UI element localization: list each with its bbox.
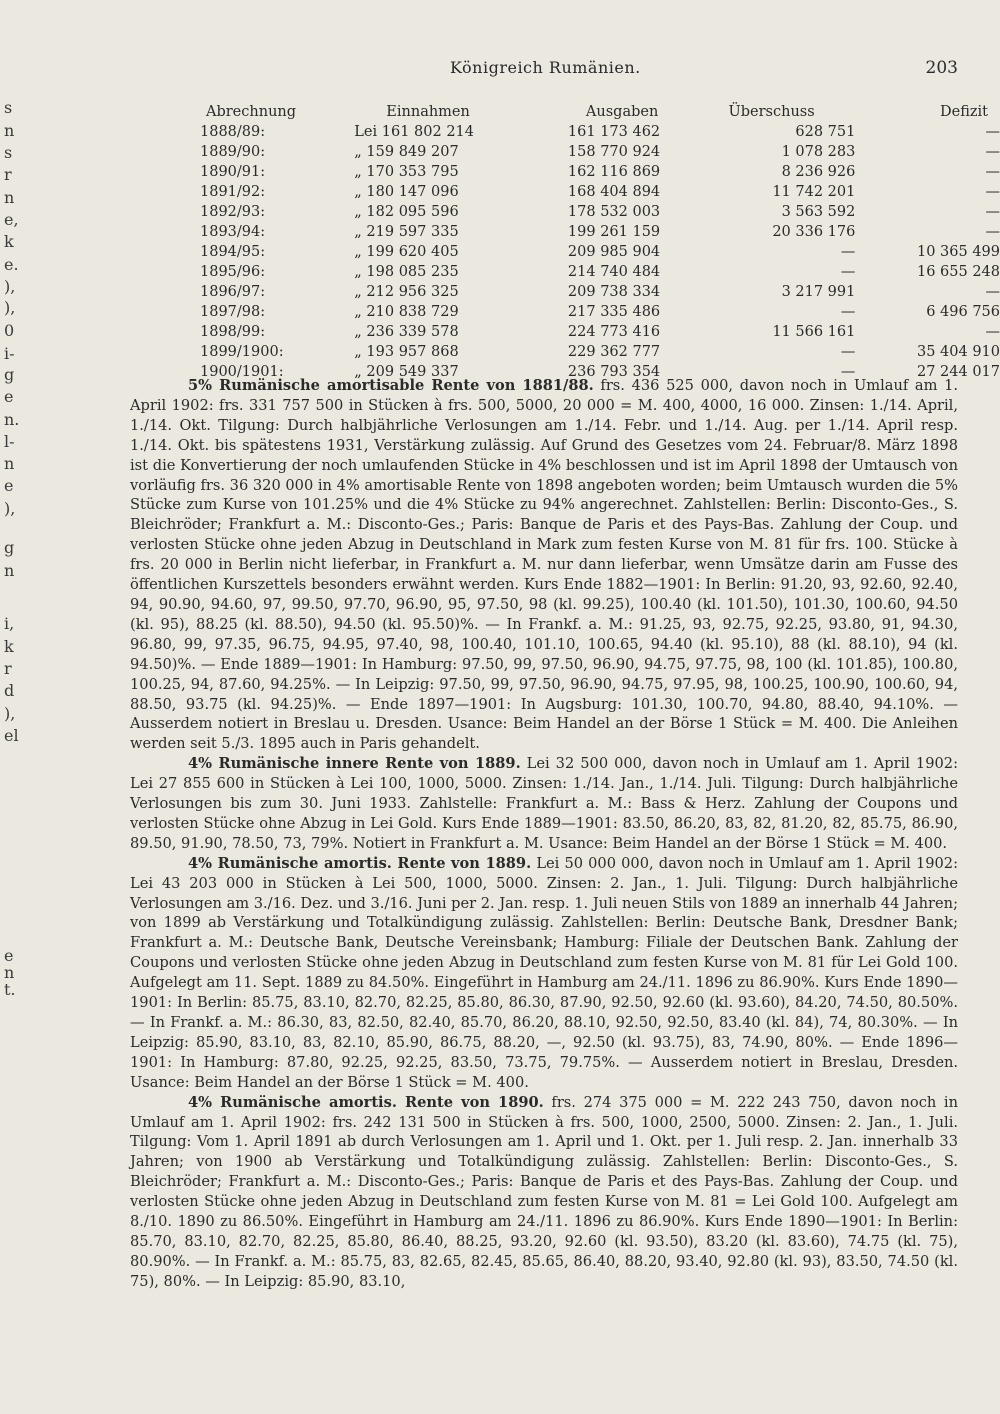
cell-einnahmen: „ 182 095 596 [354,204,459,221]
cell-abrechnung: 1897/98: [200,304,266,321]
table-row [190,343,1000,363]
cell-defizit: 27 244 017 [916,364,1000,381]
section-title: 4% Rumänische amortis. Rente von 1890. [188,1093,544,1111]
cell-abrechnung: 1894/95: [200,244,266,261]
margin-fragment: n [4,121,15,140]
cell-ueberschuss: 3 217 991 [781,284,856,301]
budget-table [190,102,1000,383]
table-row [190,183,1000,203]
column-header-ausgaben: Ausgaben [585,103,659,120]
margin-fragment: n. [4,410,20,429]
cell-ausgaben: 229 362 777 [567,344,661,361]
cell-defizit: — [985,124,1000,141]
margin-fragment: e [4,387,14,406]
cell-einnahmen: „ 210 838 729 [354,304,459,321]
cell-abrechnung: 1895/96: [200,264,266,281]
table-header-row [190,102,1000,123]
margin-fragment: k [4,637,14,656]
section-text: Lei 32 500 000, davon noch in Umlauf am 1. April 1902: Lei 27 855 600 in Stücken à Lei 100, 1000, 5000. Zinsen: 1./14. Jan., 1./14. Juli. Tilgung: Durch halbjährliche Verlosungen bis zum 30. Juni 1933. Zahlstelle: Frankfurt a. M.: Bass & Herz. Zahlung der Coupons und verlosten Stücke ohne Abzug in Lei Gold. Kurs Ende 1889—1901: 83.50, 86.20, 83, 82, 81.20, 82, 85.75, 86.90, 89.50, 91.90, 78.50, 73, 79%. Notiert in Frankfurt a. M. Usance: Beim Handel an der Börse 1 Stück = M. 400. [130,755,958,852]
margin-fragment: n [4,963,15,982]
margin-fragment: i- [4,344,15,363]
cell-defizit: 10 365 499 [916,244,1000,261]
cell-einnahmen: Lei 161 802 214 [354,124,474,141]
cell-defizit: — [985,164,1000,181]
table-row [190,283,1000,303]
cell-abrechnung: 1898/99: [200,324,266,341]
margin-fragment: g [4,365,15,384]
margin-fragment: n [4,561,15,580]
page-number: 203 [925,58,958,78]
margin-fragment: n [4,188,15,207]
cell-ausgaben: 214 740 484 [567,264,661,281]
table-row [190,263,1000,283]
table-row [190,323,1000,343]
cell-ausgaben: 209 985 904 [567,244,661,261]
cell-ueberschuss: — [840,344,856,361]
cell-einnahmen: „ 198 085 235 [354,264,459,281]
column-header-einnahmen: Einnahmen [386,103,470,120]
cell-abrechnung: 1899/1900: [200,344,284,361]
margin-fragment: r [4,165,12,184]
cell-ueberschuss: — [840,244,856,261]
cell-ueberschuss: 20 336 176 [772,224,856,241]
table-row [190,123,1000,143]
cell-einnahmen: „ 209 549 337 [354,364,459,381]
cell-defizit: 16 655 248 [916,264,1000,281]
margin-fragment: e, [4,210,19,229]
margin-fragment: el [4,726,19,745]
cell-abrechnung: 1891/92: [200,184,266,201]
cell-ausgaben: 162 116 869 [567,164,661,181]
cell-defizit: — [985,284,1000,301]
cell-abrechnung: 1900/1901: [200,364,284,381]
cell-einnahmen: „ 212 956 325 [354,284,459,301]
section-text: frs. 274 375 000 = M. 222 243 750, davon noch in Umlauf am 1. April 1902: frs. 242 131 500 in Stücken à frs. 500, 1000, 2500, 5000. Zinsen: 2. Jan., 1. Juli. Tilgung: Vom 1. April 1891 ab durch Verlosungen am 1. April und 1. Okt. per 1. Juli resp. 2. Jan. innerhalb 33 Jahren; von 1900 ab Verstärkung und Totalkündigung zulässig. Zahlstellen: Berlin: Disconto-Ges., S. Bleichröder; Frankfurt a. M.: Disconto-Ges.; Paris: Banque de Paris et des Pays-Bas. Zahlung der Coup. und verlosten Stücke ohne jeden Abzug in Deutschland zum festen Kurse von M. 81 = Lei Gold 100. Aufgelegt am 8./10. 1890 zu 86.50%. Eingeführt in Hamburg am 24./11. 1896 zu 86.90%. Kurs Ende 1890—1901: In Berlin: 85.70, 83.10, 82.70, 82.25, 85.80, 86.40, 88.25, 93.20, 92.60 (kl. 93.50), 83.20 (kl. 83.60), 74.75 (kl. 75), 80.90%. — In Frankf. a. M.: 85.75, 83, 82.65, 82.45, 85.65, 86.40, 88.20, 93.40, 92.80 (kl. 93), 83.50, 74.50 (kl. 75), 80%. — In Leipzig: 85.90, 83.10, [130,1093,958,1290]
margin-fragment: ), [4,704,16,723]
cell-ueberschuss: 3 563 592 [781,204,856,221]
cell-ausgaben: 178 532 003 [567,204,661,221]
margin-fragment: g [4,538,15,557]
margin-fragment: d [4,681,15,700]
cell-ausgaben: 236 793 354 [567,364,661,381]
cell-defizit: 35 404 910 [916,344,1000,361]
cell-abrechnung: 1889/90: [200,144,266,161]
cell-ueberschuss: — [840,304,856,321]
column-header-defizit: Defizit [940,103,988,120]
cell-ausgaben: 224 773 416 [567,324,661,341]
cell-ueberschuss: 628 751 [795,124,856,141]
cell-abrechnung: 1893/94: [200,224,266,241]
margin-fragment: i, [4,614,15,633]
body-text [130,376,958,1292]
cell-abrechnung: 1888/89: [200,124,266,141]
cell-ueberschuss: — [840,364,856,381]
cell-ausgaben: 209 738 334 [567,284,661,301]
cell-einnahmen: „ 170 353 795 [354,164,459,181]
section-rente-1881 [130,376,958,754]
cell-einnahmen: „ 159 849 207 [354,144,459,161]
section-text: frs. 436 525 000, davon noch in Umlauf am 1. April 1902: frs. 331 757 500 in Stücken à frs. 500, 5000, 20 000 = M. 400, 4000, 16 000. Zinsen: 1./14. April, 1./14. Okt. Tilgung: Durch halbjährliche Verlosungen am 1./14. Febr. und 1./14. Aug. per 1./14. April resp. 1./14. Okt. bis spätestens 1931, Verstärkung zulässig. Auf Grund des Gesetzes vom 24. Februar/8. März 1898 ist die Konvertierung der noch umlaufenden Stücke in 4% beschlossen und ist im April 1898 der Umtausch von vorläufig frs. 36 320 000 in 4% amortisable Rente von 1898 angeboten worden; beim Umtausch wurden die 5% Stücke zum Kurse von 101.25% und die 4% Stücke zu 94% angerechnet. Zahlstellen: Berlin: Disconto-Ges., S. Bleichröder; Frankfurt a. M.: Disconto-Ges.; Paris: Banque de Paris et des Pays-Bas. Zahlung der Coup. und verlosten Stücke ohne jeden Abzug in Deutschland in Mark zum festen Kurse von M. 81 für frs. 100. Stücke à frs. 20 000 in Berlin nicht lieferbar, in Frankfurt a. M. nur dann lieferbar, wenn Umsätze darin am Fusse des öffentlichen Kurszettels besonders erwähnt werden. Kurs Ende 1882—1901: In Berlin: 91.20, 93, 92.60, 92.40, 94, 90.90, 94.60, 97, 99.50, 97.70, 96.90, 95, 97.50, 98 (kl. 99.25), 100.40 (kl. 101.50), 101.30, 100.60, 94.50 (kl. 95), 88.25 (kl. 88.50), 94.50 (kl. 95.50)%. — In Frankf. a. M.: 91.25, 93, 92.75, 92.25, 93.80, 91, 94.30, 96.80, 99, 97.35, 96.75, 94.95, 97.40, 98, 100.40, 101.10, 100.65, 94.40 (kl. 95.10), 88 (kl. 88.10), 94 (kl. 94.50)%. — Ende 1889—1901: In Hamburg: 97.50, 99, 97.50, 96.90, 94.75, 97.75, 98, 100 (kl. 101.85), 100.80, 100.25, 94, 87.60, 94.25%. — In Leipzig: 97.50, 99, 97.50, 96.90, 94.75, 97.95, 98, 100.25, 100.90, 100.60, 94, 88.50, 93.75 (kl. 94.25)%. — Ende 1897—1901: In Augsburg: 101.30, 100.70, 94.80, 88.40, 94.10%. — Ausserdem notiert in Breslau u. Dresden. Usance: Beim Handel an der Börse 1 Stück = M. 400. Die Anleihen werden seit 5./3. 1895 auch in Paris gehandelt. [130,377,959,753]
left-margin-bleed-text [0,0,24,1414]
table-row [190,303,1000,323]
section-title: 4% Rumänische amortis. Rente von 1889. [188,854,532,872]
column-header-abrechnung: Abrechnung [206,103,297,120]
margin-fragment: s [4,98,13,117]
cell-abrechnung: 1896/97: [200,284,266,301]
table-row [190,203,1000,223]
page-header [130,58,960,86]
cell-ueberschuss: 1 078 283 [781,144,856,161]
cell-einnahmen: „ 180 147 096 [354,184,459,201]
cell-defizit: — [985,224,1000,241]
cell-einnahmen: „ 199 620 405 [354,244,459,261]
cell-ueberschuss: 8 236 926 [781,164,856,181]
margin-fragment: e [4,946,14,965]
cell-defizit: — [985,204,1000,221]
margin-fragment: n [4,454,15,473]
cell-defizit: — [985,324,1000,341]
column-header-ueberschuss: Überschuss [728,103,815,120]
running-title: Königreich Rumänien. [450,58,641,77]
margin-fragment: ), [4,277,16,296]
section-amortis-rente-1890 [130,1093,958,1292]
margin-fragment: ), [4,499,16,518]
cell-defizit: — [985,184,1000,201]
table-row [190,243,1000,263]
section-title: 4% Rumänische innere Rente von 1889. [188,755,521,773]
margin-fragment: e. [4,255,19,274]
section-title: 5% Rumänische amortisable Rente von 1881/88. [188,377,594,394]
cell-ausgaben: 161 173 462 [567,124,661,141]
table-row [190,143,1000,163]
margin-fragment: ), [4,298,16,317]
margin-fragment: e [4,476,14,495]
cell-ausgaben: 168 404 894 [567,184,661,201]
margin-fragment: k [4,232,14,251]
cell-einnahmen: „ 236 339 578 [354,324,459,341]
table-row [190,163,1000,183]
section-amortis-rente-1889 [130,854,958,1093]
cell-einnahmen: „ 193 957 868 [354,344,459,361]
cell-einnahmen: „ 219 597 335 [354,224,459,241]
margin-fragment: s [4,143,13,162]
cell-defizit: — [985,144,1000,161]
margin-fragment: l- [4,432,15,451]
margin-fragment: 0 [4,321,15,340]
cell-ueberschuss: 11 566 161 [772,324,856,341]
cell-defizit: 6 496 756 [926,304,1000,321]
cell-abrechnung: 1892/93: [200,204,266,221]
margin-fragment: r [4,659,12,678]
cell-ausgaben: 217 335 486 [567,304,661,321]
cell-ueberschuss: — [840,264,856,281]
margin-fragment: t. [4,980,16,999]
cell-ueberschuss: 11 742 201 [772,184,856,201]
cell-ausgaben: 158 770 924 [567,144,661,161]
section-innere-rente-1889 [130,754,958,854]
cell-abrechnung: 1890/91: [200,164,266,181]
section-text: Lei 50 000 000, davon noch in Umlauf am 1. April 1902: Lei 43 203 000 in Stücken à Lei 500, 1000, 5000. Zinsen: 2. Jan., 1. Juli. Tilgung: Durch halbjährliche Verlosungen am 3./16. Dez. und 3./16. Juni per 2. Jan. resp. 1. Juli neuen Stils von 1889 an innerhalb 44 Jahren; von 1899 ab Verstärkung und Totalkündigung zulässig. Zahlstellen: Berlin: Deutsche Bank, Dresdner Bank; Frankfurt a. M.: Deutsche Bank, Deutsche Vereinsbank; Hamburg: Filiale der Deutschen Bank. Zahlung der Coupons und verlosten Stücke ohne jeden Abzug in Deutschland zum festen Kurse von M. 81 für Lei Gold 100. Aufgelegt am 11. Sept. 1889 zu 84.50%. Eingeführt in Hamburg am 24./11. 1896 zu 86.90%. Kurs Ende 1890—1901: In Berlin: 85.75, 83.10, 82.70, 82.25, 85.80, 86.30, 87.90, 92.50, 92.60 (kl. 93.60), 84.20, 74.50, 80.50%. — In Frankf. a. M.: 86.30, 83, 82.50, 82.40, 85.70, 86.20, 88.10, 92.50, 92.50, 83.40 (kl. 84), 74, 80.30%. — In Leipzig: 85.90, 83.10, 83, 82.10, 85.90, 86.75, 88.20, —, 92.50 (kl. 93.75), 83, 74.90, 80%. — Ende 1896—1901: In Hamburg: 87.80, 92.25, 92.25, 83.50, 73.75, 79.75%. — Ausserdem notiert in Breslau, Dresden. Usance: Beim Handel an der Börse 1 Stück = M. 400. [130,854,959,1091]
table-row [190,223,1000,243]
cell-ausgaben: 199 261 159 [567,224,661,241]
